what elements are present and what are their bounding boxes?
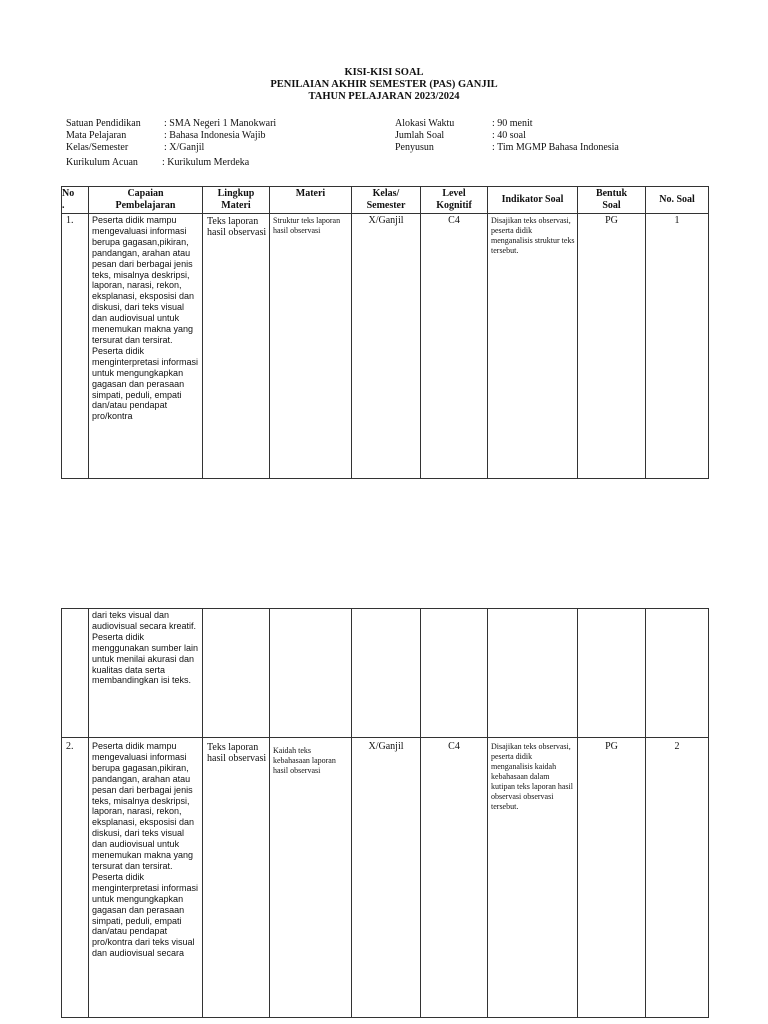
cell-materi: Kaidah teks kebahasaan laporan hasil observasi <box>270 738 352 1018</box>
cell-capaian: Peserta didik mampu mengevaluasi informasi berupa gagasan,pikiran, pandangan, arahan atau pesan dari berbagai jenis teks, misalnya deskripsi, laporan, narasi, rekon, eksplanasi, eksposisi dan diskusi, dari teks visual dan audiovisual untuk menemukan makna yang tersurat dan tersirat. Peserta didik menginterpretasi informasi untuk mengungkapkan gagasan dan perasaan simpati, peduli, empati dan/atau pendapat pro/kontra <box>89 214 203 479</box>
meta-value: : X/Ganjil <box>164 142 205 153</box>
meta-label: Kurikulum Acuan <box>66 157 138 168</box>
cell-indikator: Disajikan teks observasi, peserta didik menganalisis struktur teks tersebut. <box>488 214 578 479</box>
cell-lingkup: Teks laporan hasil observasi <box>203 214 270 479</box>
cell-no: 1. <box>62 214 89 479</box>
meta-value: : Kurikulum Merdeka <box>162 157 250 168</box>
meta-row-satuan <box>66 118 276 130</box>
meta-label: Satuan Pendidikan <box>66 118 141 129</box>
meta-label: Mata Pelajaran <box>66 130 127 141</box>
meta-label: Alokasi Waktu <box>395 118 455 129</box>
cell-bentuk: PG <box>578 738 646 1018</box>
meta-value: : SMA Negeri 1 Manokwari <box>164 118 277 129</box>
header-bentuk: Bentuk Soal <box>578 187 646 214</box>
table-row <box>62 609 709 738</box>
title-line-1: KISI-KISI SOAL <box>344 67 424 78</box>
title-line-3: TAHUN PELAJARAN 2023/2024 <box>308 91 460 102</box>
meta-value: : 90 menit <box>492 118 533 129</box>
meta-row-mapel <box>66 130 276 142</box>
title-line-2: PENILAIAN AKHIR SEMESTER (PAS) GANJIL <box>270 79 498 90</box>
header-lingkup: Lingkup Materi <box>203 187 270 214</box>
header-nosoal: No. Soal <box>646 187 709 214</box>
cell-lingkup: Teks laporan hasil observasi <box>203 738 270 1018</box>
header-indikator: Indikator Soal <box>488 187 578 214</box>
meta-left <box>66 118 276 169</box>
cell-kelas: X/Ganjil <box>352 214 421 479</box>
header-no: No . <box>62 187 89 214</box>
cell-indikator: Disajikan teks observasi, peserta didik menganalisis kaidah kebahasaan dalam kutipan teks laporan hasil observasi observasi tersebut. <box>488 738 578 1018</box>
table-header-row <box>62 187 709 214</box>
cell-kelas <box>352 609 421 738</box>
meta-label: Penyusun <box>395 142 434 153</box>
meta-row-jumlah <box>395 130 619 142</box>
kisi-kisi-table <box>61 186 709 479</box>
cell-nosoal <box>646 609 709 738</box>
meta-row-alokasi <box>395 118 619 130</box>
cell-kelas: X/Ganjil <box>352 738 421 1018</box>
meta-row-kelas <box>66 142 276 154</box>
cell-materi <box>270 609 352 738</box>
meta-value: : Tim MGMP Bahasa Indonesia <box>492 142 619 153</box>
cell-level <box>421 609 488 738</box>
meta-value: : Bahasa Indonesia Wajib <box>164 130 266 141</box>
meta-label: Jumlah Soal <box>395 130 445 141</box>
kisi-kisi-table-continued <box>61 608 709 1018</box>
cell-bentuk: PG <box>578 214 646 479</box>
header-kelas: Kelas/ Semester <box>352 187 421 214</box>
header-capaian: Capaian Pembelajaran <box>89 187 203 214</box>
document-title <box>0 67 768 103</box>
meta-row-kurikulum <box>66 157 276 169</box>
header-level: Level Kognitif <box>421 187 488 214</box>
cell-capaian: Peserta didik mampu mengevaluasi informasi berupa gagasan,pikiran, pandangan, arahan atau pesan dari berbagai jenis teks, misalnya deskripsi, laporan, narasi, rekon, eksplanasi, eksposisi dan diskusi, dari teks visual dan audiovisual untuk menemukan makna yang tersurat dan tersirat. Peserta didik menginterpretasi informasi untuk mengungkapkan gagasan dan perasaan simpati, peduli, empati dan/atau pendapat pro/kontra dari teks visual dan audiovisual secara <box>89 738 203 1018</box>
meta-label: Kelas/Semester <box>66 142 129 153</box>
cell-no: 2. <box>62 738 89 1018</box>
meta-right <box>395 118 619 154</box>
cell-lingkup <box>203 609 270 738</box>
cell-capaian: dari teks visual dan audiovisual secara kreatif. Peserta didik menggunakan sumber lain untuk menilai akurasi dan kualitas data serta membandingkan isi teks. <box>89 609 203 738</box>
cell-nosoal: 2 <box>646 738 709 1018</box>
cell-no <box>62 609 89 738</box>
cell-nosoal: 1 <box>646 214 709 479</box>
cell-level: C4 <box>421 738 488 1018</box>
cell-level: C4 <box>421 214 488 479</box>
meta-row-penyusun <box>395 142 619 154</box>
cell-indikator <box>488 609 578 738</box>
header-materi: Materi <box>270 187 352 214</box>
cell-bentuk <box>578 609 646 738</box>
table-row <box>62 214 709 479</box>
table-row <box>62 738 709 1018</box>
cell-materi: Struktur teks laporan hasil observasi <box>270 214 352 479</box>
meta-value: : 40 soal <box>492 130 526 141</box>
